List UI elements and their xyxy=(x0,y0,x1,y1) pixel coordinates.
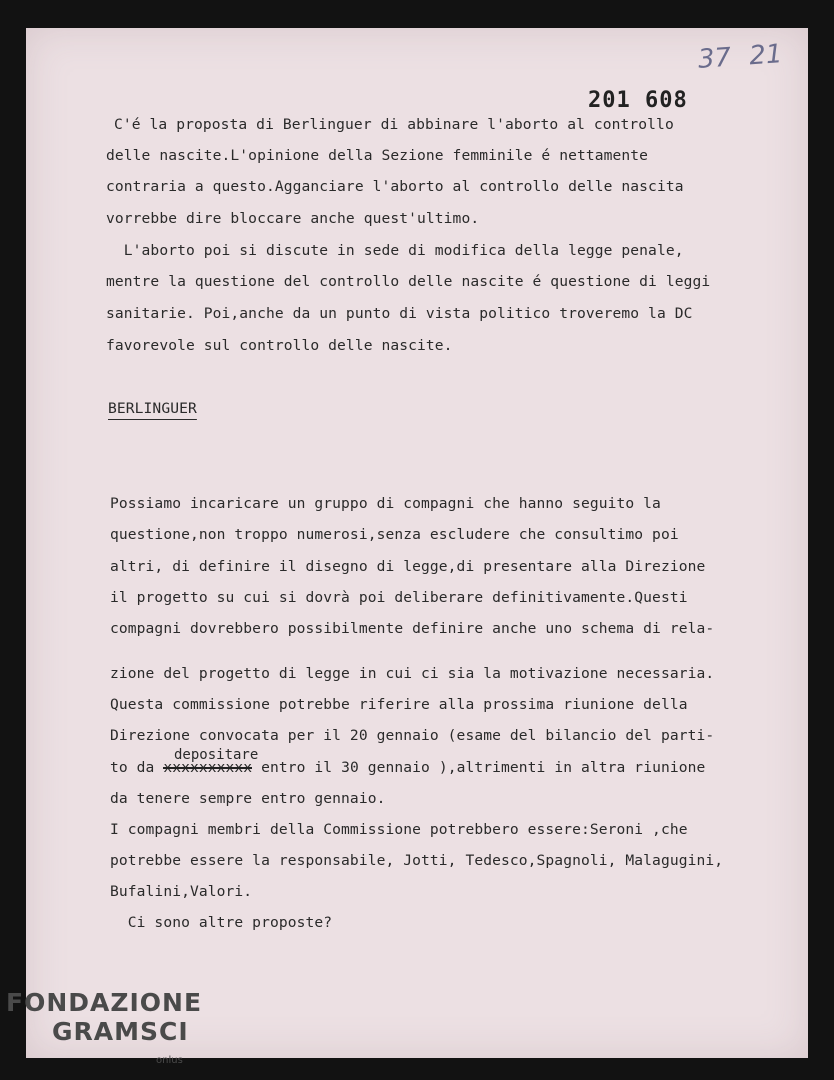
pencil-annotation xyxy=(697,39,783,75)
text-line: Direzione convocata per il 20 gennaio (esame del bilancio del parti- xyxy=(110,727,715,744)
pencil-number: 37 xyxy=(697,42,733,75)
text-line: sanitarie. Poi,anche da un punto di vista politico troveremo la DC xyxy=(106,305,693,322)
text-line: mentre la questione del controllo delle nascite é questione di leggi xyxy=(106,273,711,290)
watermark-line-1: FONDAZIONE xyxy=(6,988,203,1017)
struck-text: xxxxxxxxxx xyxy=(163,759,253,776)
text-line: Bufalini,Valori. xyxy=(110,883,253,900)
text-line: C'é la proposta di Berlinguer di abbinare l'aborto al controllo xyxy=(114,116,674,133)
handtyped-correction: depositare xyxy=(174,747,259,763)
text-line: il progetto su cui si dovrà poi deliberare definitivamente.Questi xyxy=(110,589,688,606)
text-line: altri, di definire il disegno di legge,di presentare alla Direzione xyxy=(110,558,706,575)
text-line: questione,non troppo numerosi,senza escludere che consultimo poi xyxy=(110,526,679,543)
page-number: 201 608 xyxy=(588,88,688,113)
circled-number: 21 xyxy=(748,39,784,72)
text-line: Possiamo incaricare un gruppo di compagni che hanno seguito la xyxy=(110,495,661,512)
typewritten-page xyxy=(26,28,808,1058)
text-fragment: entro il 30 gennaio ),altrimenti in altra riunione xyxy=(252,759,706,776)
text-line: I compagni membri della Commissione potrebbero essere:Seroni ,che xyxy=(110,821,688,838)
text-line: Questa commissione potrebbe riferire alla prossima riunione della xyxy=(110,696,688,713)
text-line: potrebbe essere la responsabile, Jotti, Tedesco,Spagnoli, Malagugini, xyxy=(110,852,724,869)
text-line: compagni dovrebbero possibilmente definire anche uno schema di rela- xyxy=(110,620,715,637)
text-line: favorevole sul controllo delle nascite. xyxy=(106,337,453,354)
text-line: delle nascite.L'opinione della Sezione femminile é nettamente xyxy=(106,147,649,164)
text-line: zione del progetto di legge in cui ci sia la motivazione necessaria. xyxy=(110,665,715,682)
text-line: vorrebbe dire bloccare anche quest'ultimo. xyxy=(106,210,480,227)
text-line: contraria a questo.Agganciare l'aborto al controllo delle nascita xyxy=(106,178,684,195)
watermark-logo xyxy=(6,988,202,1075)
text-fragment: to da xyxy=(110,759,164,776)
text-line: da tenere sempre entro gennaio. xyxy=(110,790,386,807)
watermark-line-2: GRAMSCI xyxy=(52,1017,189,1046)
text-line: Ci sono altre proposte? xyxy=(110,914,333,931)
text-line: L'aborto poi si discute in sede di modifica della legge penale, xyxy=(106,242,684,259)
watermark-sub: onlus xyxy=(156,1055,183,1066)
section-heading: BERLINGUER xyxy=(108,400,197,417)
text-line xyxy=(110,759,705,776)
